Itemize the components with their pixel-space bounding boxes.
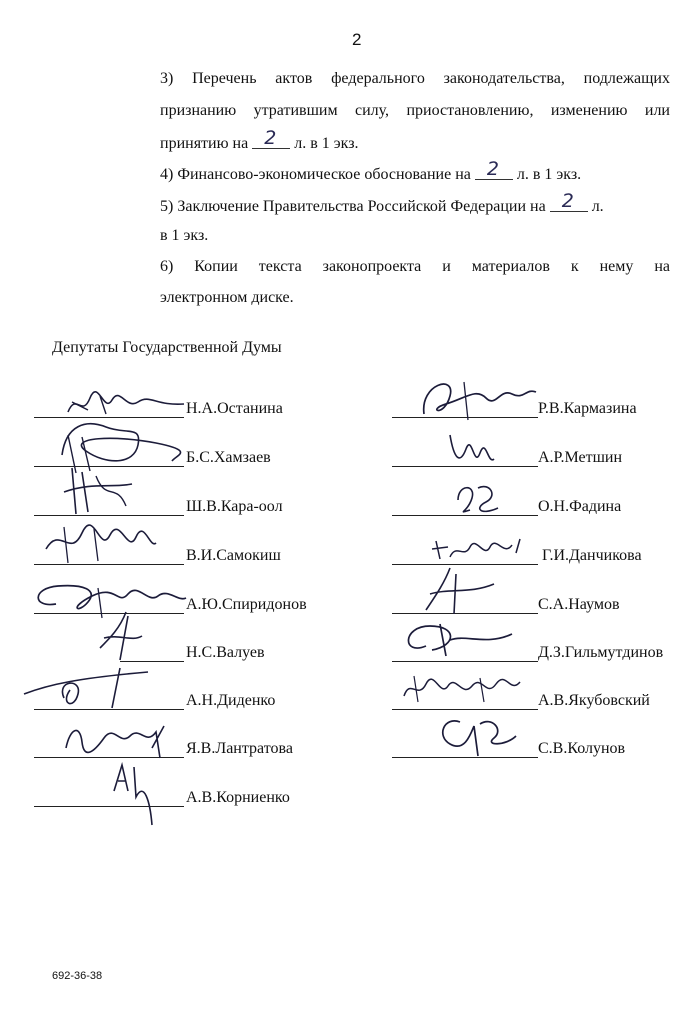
item-3-line-2: признанию утратившим силу, приостановлению, изменению или bbox=[160, 102, 670, 119]
document-code: 692-36-38 bbox=[52, 970, 103, 982]
item-4-prefix: 4) Финансово-экономическое обоснование на bbox=[160, 166, 471, 183]
handwritten-signature bbox=[430, 706, 520, 764]
handwritten-count bbox=[550, 190, 588, 214]
item-3-line-3 bbox=[160, 127, 670, 155]
item-3-prefix: принятию на bbox=[160, 135, 249, 152]
signature-row bbox=[350, 492, 700, 522]
signatory-name: Г.И.Данчикова bbox=[542, 547, 642, 564]
signature-row bbox=[350, 734, 700, 764]
signature-row bbox=[350, 638, 700, 668]
signature-row bbox=[350, 443, 700, 473]
signatory-name: Р.В.Кармазина bbox=[538, 400, 637, 417]
item-4-suffix: л. в 1 экз. bbox=[516, 166, 582, 183]
handwritten-count-value: 2 bbox=[561, 190, 574, 212]
item-6-line-1: 6) Копии текста законопроекта и материалов к нему на bbox=[160, 258, 670, 275]
item-4 bbox=[160, 158, 670, 186]
signatory-name: В.И.Самокиш bbox=[186, 547, 281, 564]
signatory-name: Б.С.Хамзаев bbox=[186, 449, 271, 466]
signature-row bbox=[0, 686, 350, 716]
handwritten-signature bbox=[396, 616, 516, 666]
page-number: 2 bbox=[352, 30, 362, 49]
handwritten-signature bbox=[104, 761, 164, 833]
signatory-name: Я.В.Лантратова bbox=[186, 740, 293, 757]
item-5-prefix: 5) Заключение Правительства Российской Федерации на bbox=[160, 198, 546, 215]
signature-row bbox=[0, 590, 350, 620]
signatory-name: Д.З.Гильмутдинов bbox=[538, 644, 664, 661]
item-5-line-1 bbox=[160, 190, 670, 218]
signature-row bbox=[0, 541, 350, 571]
handwritten-signature bbox=[416, 374, 540, 428]
signatory-name: Н.С.Валуев bbox=[186, 644, 265, 661]
signature-row bbox=[0, 492, 350, 522]
handwritten-count-value: 2 bbox=[264, 127, 277, 149]
handwritten-signature bbox=[420, 564, 500, 620]
signatory-name: Н.А.Останина bbox=[186, 400, 283, 417]
handwritten-signature bbox=[450, 480, 506, 520]
handwritten-count bbox=[475, 158, 513, 182]
handwritten-count bbox=[252, 127, 290, 151]
item-5-suffix: л. bbox=[591, 198, 604, 215]
signatory-name: С.А.Наумов bbox=[538, 596, 620, 613]
signatory-name: С.В.Колунов bbox=[538, 740, 626, 757]
item-3-line-1: 3) Перечень актов федерального законодательства, подлежащих bbox=[160, 70, 670, 87]
signatory-name: А.Ю.Спиридонов bbox=[186, 596, 307, 613]
handwritten-signature bbox=[20, 664, 150, 714]
signatory-name: А.В.Якубовский bbox=[538, 692, 650, 709]
handwritten-signature bbox=[60, 718, 170, 762]
item-3-suffix: л. в 1 экз. bbox=[294, 135, 359, 152]
handwritten-signature bbox=[90, 608, 150, 664]
signature-row bbox=[350, 394, 700, 424]
handwritten-signature bbox=[430, 533, 526, 567]
item-6-line-2: электронном диске. bbox=[160, 289, 294, 306]
signature-row bbox=[350, 541, 700, 571]
signatory-name: А.В.Корниенко bbox=[186, 789, 290, 806]
handwritten-signature bbox=[440, 429, 500, 473]
signature-row bbox=[350, 686, 700, 716]
signatory-name: А.Р.Метшин bbox=[538, 449, 623, 466]
item-5-line-2: в 1 экз. bbox=[160, 227, 209, 244]
signatory-name: О.Н.Фадина bbox=[538, 498, 622, 515]
signatory-name: Ш.В.Кара-оол bbox=[186, 498, 283, 515]
signatories-heading: Депутаты Государственной Думы bbox=[52, 339, 282, 356]
handwritten-signature bbox=[40, 519, 160, 569]
signature-row bbox=[0, 783, 350, 813]
signature-row bbox=[0, 734, 350, 764]
signatory-name: А.Н.Диденко bbox=[186, 692, 276, 709]
handwritten-signature bbox=[52, 462, 152, 522]
handwritten-count-value: 2 bbox=[486, 158, 499, 180]
